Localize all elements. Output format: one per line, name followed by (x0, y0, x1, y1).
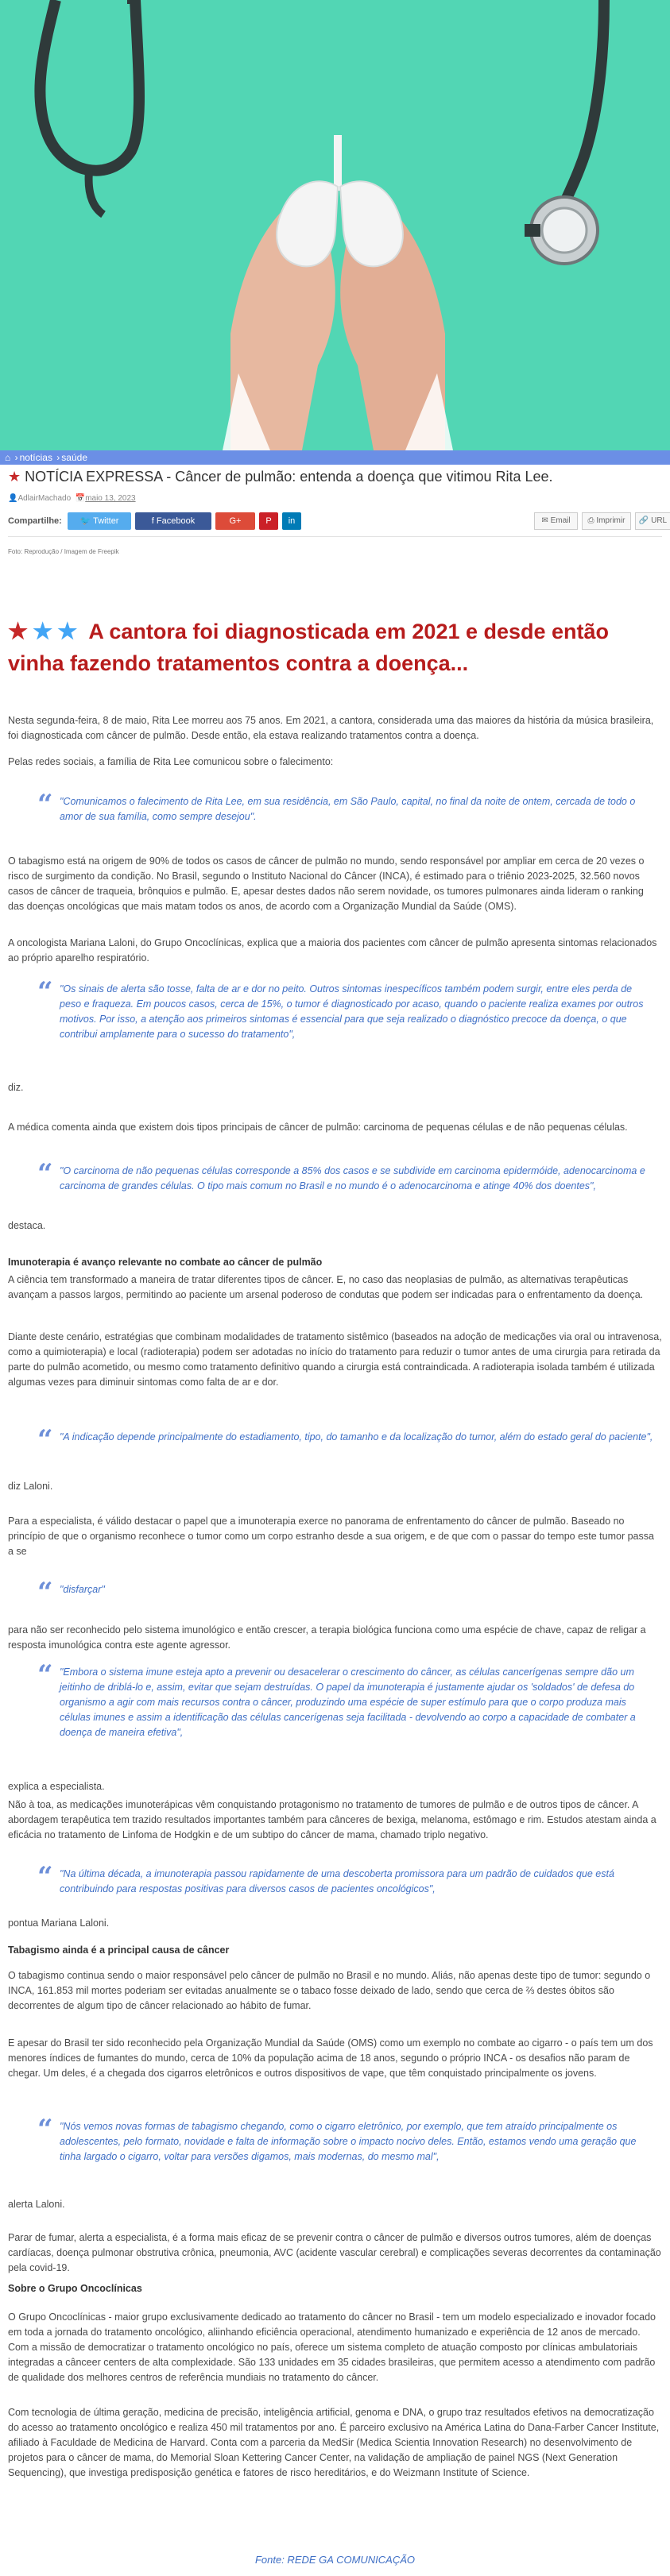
quote-icon: “ (37, 1659, 53, 1691)
paragraph: O tabagismo está na origem de 90% de todos os casos de câncer de pulmão no mundo, sendo responsável por ampliar em cerca de 20 vezes o risco de surgimento da condição. No Brasil, segundo o Instituto Nacional do Câncer (INCA), é estimado para o triênio 2023-2025, 32.560 novos casos de câncer de traqueia, brônquios e pulmão. E, apesar destes dados não serem novidade, os tumores pulmonares ainda lideram o ranking das doenças oncológicas que mais matam todos os anos, de acordo com a Organização Mundial da Saúde (OMS). (8, 855, 645, 912)
quote-icon: “ (37, 1577, 53, 1609)
quote-icon: “ (37, 1158, 53, 1190)
star-icon: ★ (8, 469, 21, 485)
blue-star-icon: ★ (33, 619, 53, 643)
print-button[interactable] (582, 512, 631, 530)
gplus-share-button[interactable] (215, 512, 255, 530)
breadcrumb: ⌂ › notícias › saúde (0, 450, 670, 465)
section-heading: Sobre o Grupo Oncoclínicas (8, 2283, 142, 2294)
hero-image (0, 0, 670, 450)
author[interactable]: AdlairMachado (17, 494, 72, 503)
blockquote (37, 789, 661, 825)
paragraph: Não à toa, as medicações imunoterápicas vêm conquistando protagonismo no tratamento de tumores de pulmão e de outros tipos de câncer. A abordagem terapêutica tem trazido resultados importantes também para cânceres de bexiga, melanoma, estômago e rim. Estudos atestam ainda a eficácia no tratamento de Linfoma de Hodgkin e de um subtipo do câncer de mama, chamado triplo negativo. (8, 1799, 656, 1840)
quote-icon: “ (37, 1424, 53, 1456)
hero-illustration (0, 0, 670, 450)
gplus-label: G+ (229, 516, 242, 526)
quote-icon: “ (37, 976, 53, 1008)
quote-text: "Na última década, a imunoterapia passou rapidamente de uma descoberta promissora para um padrão de cuidados que está contribuindo para respostas positivas para diversos casos de pacientes oncológicos", (60, 1868, 614, 1894)
blockquote (37, 1659, 661, 1740)
url-button[interactable] (635, 512, 670, 530)
linkedin-share-button[interactable] (282, 512, 301, 530)
blockquote (37, 976, 661, 1042)
email-button[interactable] (534, 512, 578, 530)
date[interactable]: maio 13, 2023 (85, 494, 136, 503)
paragraph: Com tecnologia de última geração, medicina de precisão, inteligência artificial, genoma e DNA, o grupo traz resultados efetivos na democratização do acesso ao tratamento oncológico e realiza 450 mil tratamentos por ano. É parceiro exclusivo na América Latina do Dana-Farber Cancer Institute, afiliado à Faculdade de Medicina de Harvard. Conta com a parceria da MedSir (Medica Scientia Innovation Research) no desenvolvimento de projetos para o câncer de mama, do Memorial Sloan Kettering Cancer Center, na validação de ampliação de painel NGS (Next Generation Sequencing), que investiga predisposição genética e fatores de risco hereditários, e do Weizmann Institute of Science. (8, 2407, 660, 2478)
pinterest-share-button[interactable] (259, 512, 278, 530)
linkedin-icon: in (288, 516, 296, 526)
paragraph: A médica comenta ainda que existem dois tipos principais de câncer de pulmão: carcinoma de pequenas células e de não pequenas células. (8, 1122, 628, 1133)
paragraph: O Grupo Oncoclínicas - maior grupo exclusivamente dedicado ao tratamento do câncer no Brasil - tem um modelo especializado e inovador focado em toda a jornada do tratamento oncológico, aliinhando eficiência operacional, atendimento humanizado e experiência de 12 anos de mercado. Com a missão de democratizar o tratamento oncológico no país, oferece um sistema completo de atuação composto por clínicas ambulatoriais integradas a cânceer centers de alta complexidade. São 133 unidades em 35 cidades brasileiras, que permitem acesso a atendimento com padrão de qualidade dos melhores centros de referência mundiais no tratamento do câncer. (8, 2311, 656, 2383)
blue-star-icon: ★ (57, 619, 78, 643)
blockquote (37, 1861, 661, 1897)
paragraph: E apesar do Brasil ter sido reconhecido pela Organização Mundial da Saúde (OMS) como um exemplo no combate ao cigarro - o país tem um dos menores índices de fumantes do mundo, cerca de 10% da população acima de 18 anos, segundo o próprio INCA - os desafios não param de chegar. Um deles, é a chegada dos cigarros eletrônicos e outros dispositivos de vape, que têm conquistado principalmente os jovens. (8, 2037, 653, 2079)
headline-text: A cantora foi diagnosticada em 2021 e desde então vinha fazendo tratamentos contra a doença... (8, 620, 610, 675)
quote-text: "Comunicamos o falecimento de Rita Lee, em sua residência, em São Paulo, capital, no final da noite de ontem, cercada de todo o amor de sua família, como sempre desejou". (60, 796, 636, 822)
share-bar (8, 512, 668, 531)
share-label: Compartilhe: (8, 516, 62, 526)
email-icon: ✉ (541, 516, 548, 525)
twitter-icon: 🐦 (79, 516, 91, 526)
quote-text: "Embora o sistema imune esteja apto a prevenir ou desacelerar o crescimento do câncer, as células cancerígenas sempre dão um jeitinho de driblá-lo e, assim, evitar que sejam destruídas. O papel da imunoterapia é justamente ajudar os 'soldados' de defesa do organismo a agir com mais recursos contra o câncer, produzindo uma espécie de super estímulo para que o corpo produza mais células imunes e assim a identificação das células cancerígenas seja facilitada - devolvendo ao corpo a capacidade de combater a doença de maneira efetiva", (60, 1666, 636, 1738)
article-headline (8, 616, 662, 679)
paragraph: diz Laloni. (8, 1481, 53, 1492)
quote-text: "Os sinais de alerta são tosse, falta de ar e dor no peito. Outros sintomas inespecíficos também podem surgir, entre eles perda de peso e fraqueza. Em poucos casos, cerca de 15%, o tumor é diagnosticado por acaso, quando o paciente realiza exames por outros motivos. Por isso, a atenção aos primeiros sintomas é essencial para que seja realizado o diagnóstico precoce da doença, o que contribui amplamente para o sucesso do tratamento", (60, 983, 644, 1040)
quote-text: "O carcinoma de não pequenas células corresponde a 85% dos casos e se subdivide em carcinoma epidermóide, adenocarcinoma e carcinoma de grandes células. O tipo mais comum no Brasil e no mundo é o adenocarcinoma e atinge 40% dos doentes", (60, 1165, 645, 1191)
quote-text: "A indicação depende principalmente do estadiamento, tipo, do tamanho e da localização do tumor, além do estado geral do paciente", (60, 1431, 653, 1442)
facebook-share-button[interactable] (135, 512, 211, 530)
source-credit: Fonte: REDE GA COMUNICAÇÃO (254, 2554, 416, 2566)
paragraph: Pelas redes sociais, a família de Rita Lee comunicou sobre o falecimento: (8, 756, 334, 767)
paragraph: para não ser reconhecido pelo sistema imunológico e então crescer, a terapia biológica funciona como uma espécie de chave, capaz de religar a resposta imunológica contra este agente agressor. (8, 1624, 646, 1651)
user-icon: 👤 (8, 494, 18, 503)
photo-caption: Foto: Reprodução / Imagem de Freepik (8, 548, 119, 555)
print-label: Imprimir (596, 516, 625, 525)
quote-text: "disfarçar" (60, 1584, 105, 1595)
url-label: URL (651, 516, 668, 525)
link-icon: 🔗 (638, 516, 649, 525)
breadcrumb-noticias[interactable]: notícias (19, 452, 52, 463)
paragraph: Diante deste cenário, estratégias que combinam modalidades de tratamento sistêmico (baseados na adoção de medicações via oral ou intravenosa, como a quimioterapia) e local (radioterapia) podem ser adotadas no início do tratamento para reduzir o tumor antes de uma cirurgia para retirada da parte do pulmão acometido, ou mesmo como tratamento definitivo quando a cirurgia está contraindicada. A radioterapia isolada também é utilizada algumas vezes para diminuir sintomas como falta de ar e dor. (8, 1331, 662, 1388)
article-meta (8, 494, 136, 503)
blockquote (37, 2114, 661, 2165)
paragraph: pontua Mariana Laloni. (8, 1918, 110, 1929)
paragraph: Parar de fumar, alerta a especialista, é a forma mais eficaz de se prevenir contra o câncer de pulmão e diversos outros tumores, além de doenças cardíacas, doença pulmonar obstrutiva crônica, pneumonia, AVC (acidente vascular cerebral) e complicações severas decorrentes da contaminação pela covid-19. (8, 2232, 661, 2273)
page-title (8, 469, 660, 485)
paragraph: Nesta segunda-feira, 8 de maio, Rita Lee morreu aos 75 anos. Em 2021, a cantora, considerada uma das maiores da história da música brasileira, foi diagnosticada com câncer de pulmão. Desde então, ela estava realizando tratamentos contra a doença. (8, 715, 654, 741)
paragraph: A oncologista Mariana Laloni, do Grupo Oncoclínicas, explica que a maioria dos pacientes com câncer de pulmão apresenta sintomas relacionados ao próprio aparelho respiratório. (8, 937, 657, 964)
facebook-icon: f (151, 516, 154, 526)
divider (8, 536, 662, 537)
paragraph: destaca. (8, 1220, 46, 1231)
section-heading: Imunoterapia é avanço relevante no combate ao câncer de pulmão (8, 1257, 323, 1268)
paragraph: alerta Laloni. (8, 2199, 65, 2210)
calendar-icon: 📅 (75, 494, 86, 503)
paragraph: diz. (8, 1082, 24, 1093)
print-icon: ⎙ (587, 516, 594, 525)
quote-text: "Nós vemos novas formas de tabagismo chegando, como o cigarro eletrônico, por exemplo, que tem atraído principalmente os adolescentes, pelo formato, novidade e falta de informação sobre o impacto nocivo deles. Então, estamos vendo uma geração que tinha largado o cigarro, voltar para versões digamos, mais modernas, do mesmo mal", (60, 2121, 637, 2162)
pinterest-icon: P (265, 516, 272, 526)
quote-icon: “ (37, 1861, 53, 1893)
blockquote (37, 1424, 661, 1456)
blockquote (37, 1158, 661, 1194)
blockquote (37, 1577, 661, 1609)
twitter-label: Twitter (93, 516, 119, 526)
quote-icon: “ (37, 2114, 53, 2145)
section-heading: Tabagismo ainda é a principal causa de câncer (8, 1945, 230, 1956)
paragraph: Para a especialista, é válido destacar o papel que a imunoterapia exerce no panorama de enfrentamento do câncer de pulmão. Baseado no princípio de que o organismo reconhece o tumor como um corpo estranho desde a sua origem, e de que com o passar do tempo este tumor passa a se (8, 1516, 654, 1557)
quote-icon: “ (37, 789, 53, 821)
paragraph: O tabagismo continua sendo o maior responsável pelo câncer de pulmão no Brasil e no mundo. Aliás, não apenas deste tipo de tumor: segundo o INCA, 161.853 mil mortes poderiam ser evitadas anualmente se o tabaco fosse deixado de lado, sendo que cerca de ⅔ destes óbitos são decorrentes de algum tipo de câncer relacionado ao hábito de fumar. (8, 1970, 651, 2011)
title-text: NOTÍCIA EXPRESSA - Câncer de pulmão: entenda a doença que vitimou Rita Lee. (25, 469, 553, 485)
paragraph: A ciência tem transformado a maneira de tratar diferentes tipos de câncer. E, no caso das neoplasias de pulmão, as alternativas terapêuticas avançam a passos largos, permitindo ao paciente um arsenal poderoso de condutas que podem ser indicadas para o enfrentamento da doença. (8, 1274, 644, 1300)
paragraph: explica a especialista. (8, 1781, 105, 1792)
twitter-share-button[interactable] (68, 512, 131, 530)
email-label: Email (550, 516, 571, 525)
facebook-label: Facebook (156, 516, 196, 526)
breadcrumb-saude[interactable]: saúde (61, 452, 87, 463)
red-star-icon: ★ (8, 619, 29, 643)
home-icon[interactable]: ⌂ (5, 452, 11, 463)
